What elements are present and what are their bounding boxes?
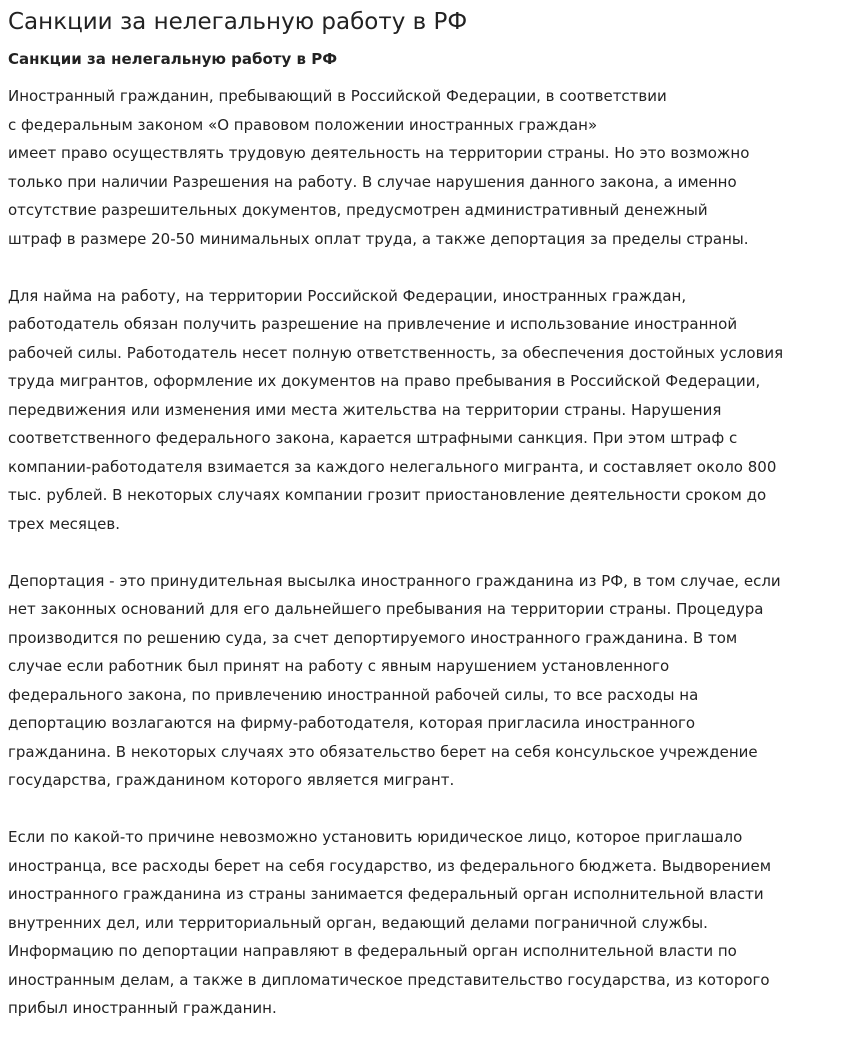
paragraph-line: компании-работодателя взимается за каждого нелегального мигранта, и составляет около 800 bbox=[8, 457, 777, 476]
paragraph-deportation bbox=[8, 567, 839, 795]
paragraph-line: внутренних дел, или территориальный орган, ведающий делами пограничной службы. bbox=[8, 913, 708, 932]
paragraph-line: штраф в размере 20-50 минимальных оплат труда, а также депортация за пределы страны. bbox=[8, 229, 749, 248]
paragraph-employer-obligations bbox=[8, 282, 839, 539]
page-title: Санкции за нелегальную работу в РФ bbox=[8, 9, 468, 35]
paragraph-line: прибыл иностранный гражданин. bbox=[8, 999, 277, 1017]
paragraph-line: случае если работник был принят на работу с явным нарушением установленного bbox=[8, 657, 670, 675]
article-subtitle: Санкции за нелегальную работу в РФ bbox=[8, 50, 338, 68]
paragraph-line: Иностранный гражданин, пребывающий в Российской Федерации, в соответствии bbox=[8, 87, 667, 105]
paragraph-line: с федеральным законом «О правовом положении иностранных граждан» bbox=[8, 115, 598, 134]
paragraph-line: иностранца, все расходы берет на себя государство, из федерального бюджета. Выдворением bbox=[8, 856, 772, 875]
paragraph-line: Если по какой-то причине невозможно установить юридическое лицо, которое приглашало bbox=[8, 828, 743, 846]
paragraph-line: отсутствие разрешительных документов, предусмотрен административный денежный bbox=[8, 201, 708, 219]
paragraph-line: федерального закона, по привлечению иностранной рабочей силы, то все расходы на bbox=[8, 685, 699, 704]
paragraph-line: иностранным делам, а также в дипломатическое представительство государства, из которого bbox=[8, 970, 770, 989]
paragraph-line: рабочей силы. Работодатель несет полную ответственность, за обеспечения достойных условия bbox=[8, 343, 784, 362]
paragraph-line: тыс. рублей. В некоторых случаях компании грозит приостановление деятельности сроком до bbox=[8, 486, 767, 504]
paragraph-line: иностранного гражданина из страны занимается федеральный орган исполнительной власти bbox=[8, 885, 764, 903]
paragraph-line: имеет право осуществлять трудовую деятельность на территории страны. Но это возможно bbox=[8, 144, 750, 162]
paragraph-line: Депортация - это принудительная высылка иностранного гражданина из РФ, в том случае, если bbox=[8, 571, 781, 590]
paragraph-line: соответственного федерального закона, карается штрафными санкция. При этом штраф с bbox=[8, 429, 738, 447]
paragraph-line: депортацию возлагаются на фирму-работодателя, которая пригласила иностранного bbox=[8, 714, 696, 732]
paragraph-line: трех месяцев. bbox=[8, 514, 120, 533]
paragraph-line: работодатель обязан получить разрешение на привлечение и использование иностранной bbox=[8, 315, 738, 333]
paragraph-line: нет законных оснований для его дальнейшего пребывания на территории страны. Процедура bbox=[8, 600, 764, 618]
paragraph-line: Информацию по депортации направляют в федеральный орган исполнительной власти по bbox=[8, 942, 737, 960]
paragraph-line: только при наличии Разрешения на работу. В случае нарушения данного закона, а именно bbox=[8, 172, 737, 191]
paragraph-line: Для найма на работу, на территории Российской Федерации, иностранных граждан, bbox=[8, 286, 687, 305]
paragraph-work-permit bbox=[8, 82, 839, 253]
paragraph-line: труда мигрантов, оформление их документов на право пребывания в Российской Федерации, bbox=[8, 372, 761, 390]
paragraph-state-expenses bbox=[8, 823, 839, 1023]
paragraph-line: передвижения или изменения ими места жительства на территории страны. Нарушения bbox=[8, 400, 722, 419]
paragraph-line: производится по решению суда, за счет депортируемого иностранного гражданина. В том bbox=[8, 628, 738, 647]
paragraph-line: государства, гражданином которого является мигрант. bbox=[8, 771, 455, 789]
paragraph-line: гражданина. В некоторых случаях это обязательство берет на себя консульское учреждение bbox=[8, 742, 758, 761]
